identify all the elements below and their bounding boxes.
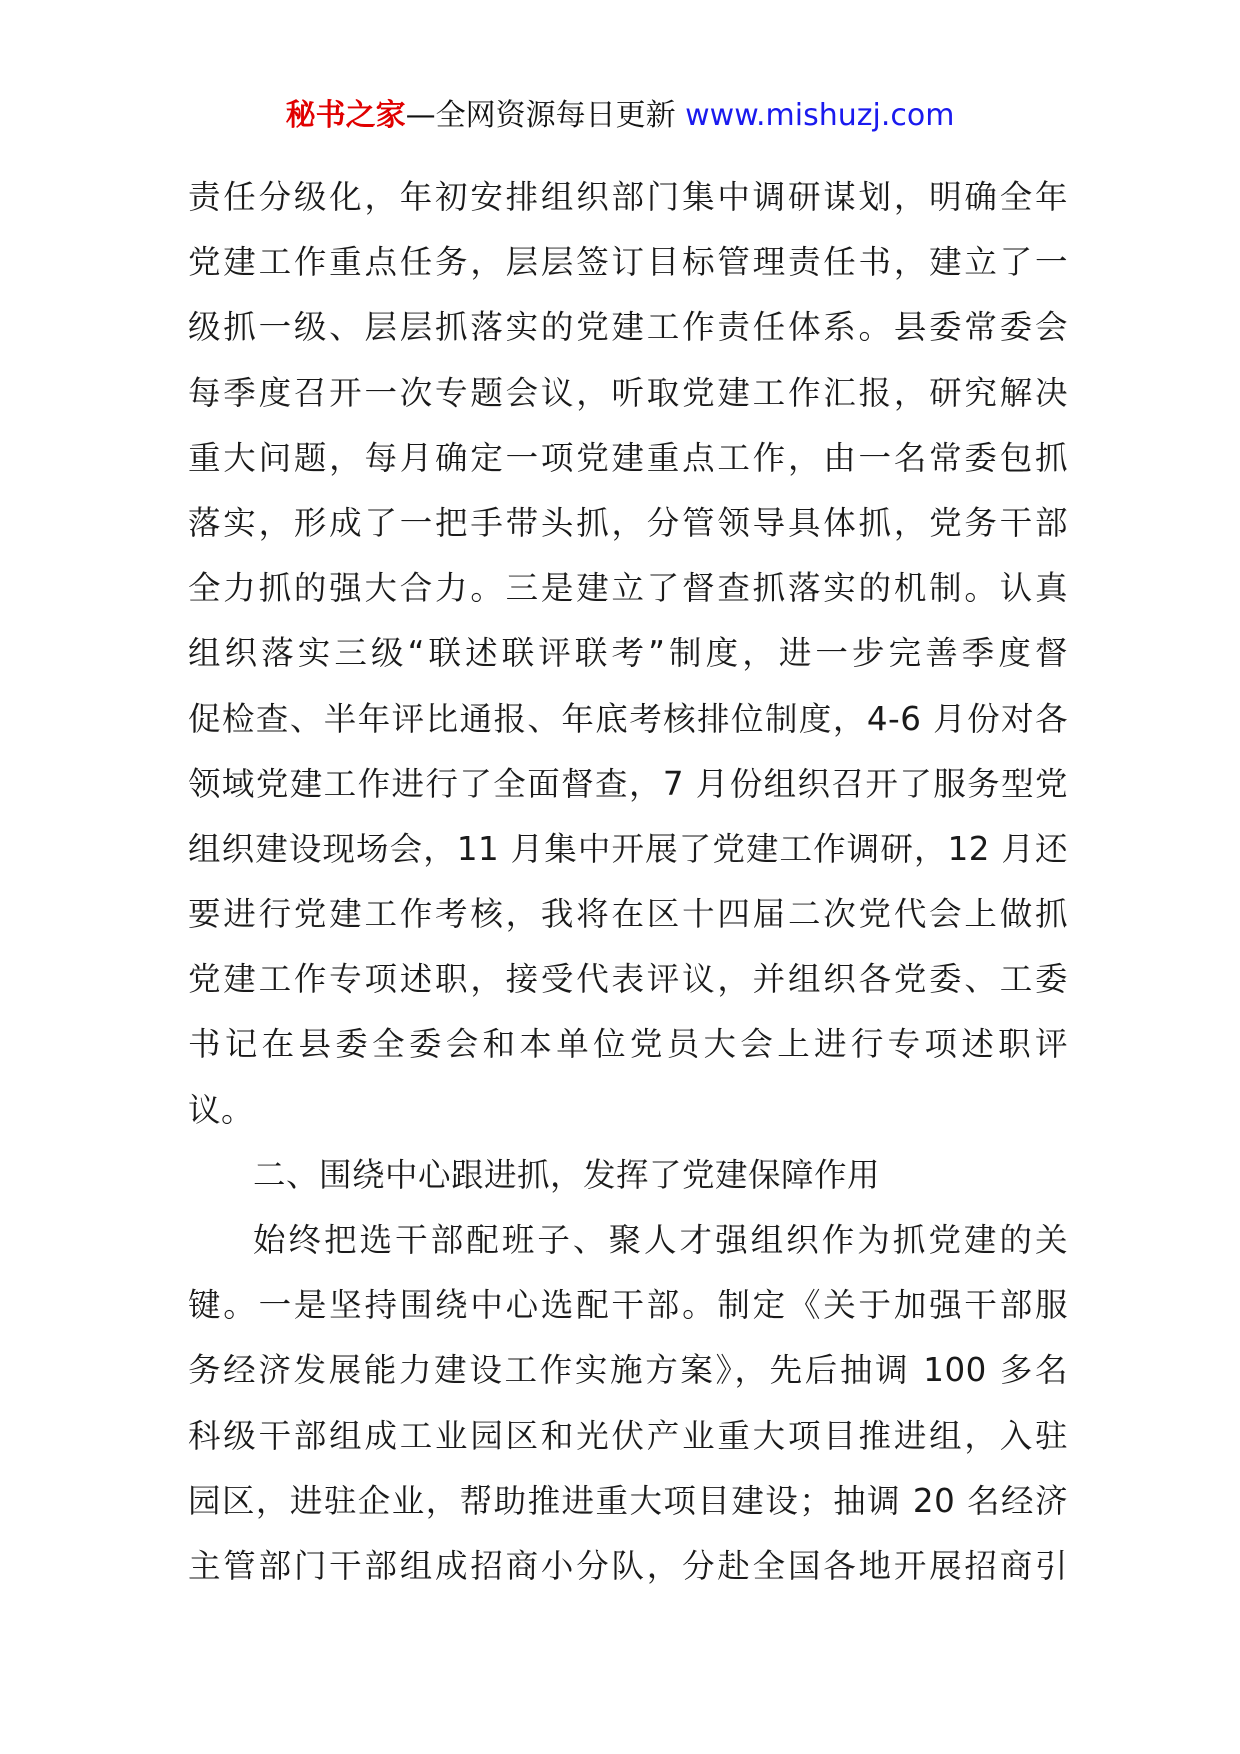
text-line: 级抓一级、层层抓落实的党建工作责任体系。县委常委会: [188, 308, 1068, 347]
header-slogan: —全网资源每日更新: [405, 98, 676, 133]
text-line: 责任分级化，年初安排组织部门集中调研谋划，明确全年: [188, 178, 1068, 216]
text-line: 务经济发展能力建设工作实施方案》，先后抽调 100 多名: [188, 1351, 1068, 1390]
text-line: 促检查、半年评比通报、年底考核排位制度，4-6 月份对各: [188, 699, 1068, 738]
text-line: 议。: [188, 1090, 255, 1129]
text-line: 园区，进驻企业，帮助推进重大项目建设；抽调 20 名经济: [188, 1481, 1068, 1520]
text-line: 重大问题，每月确定一项党建重点工作，由一名常委包抓: [188, 438, 1068, 477]
text-line: 落实，形成了一把手带头抓，分管领导具体抓，党务干部: [188, 503, 1068, 542]
text-line: 要进行党建工作考核，我将在区十四届二次党代会上做抓: [188, 895, 1068, 934]
text-line: 科级干部组成工业园区和光伏产业重大项目推进组，入驻: [188, 1416, 1068, 1455]
text-line: 组织建设现场会，11 月集中开展了党建工作调研，12 月还: [188, 829, 1068, 868]
text-line: 党建工作专项述职，接受代表评议，并组织各党委、工委: [188, 960, 1068, 999]
text-line: 主管部门干部组成招商小分队，分赴全国各地开展招商引: [188, 1546, 1068, 1585]
brand-name: 秘书之家: [285, 98, 406, 133]
text-line: 始终把选干部配班子、聚人才强组织作为抓党建的关: [253, 1221, 1068, 1259]
paragraph-1: [188, 165, 1068, 1143]
text-line: 组织落实三级“联述联评联考”制度，进一步完善季度督: [188, 634, 1068, 673]
page-header: [0, 96, 1240, 136]
text-line: 键。一是坚持围绕中心选配干部。制定《关于加强干部服: [188, 1286, 1068, 1325]
text-line: 每季度召开一次专题会议，听取党建工作汇报，研究解决: [188, 373, 1068, 412]
text-line: 领域党建工作进行了全面督查，7 月份组织召开了服务型党: [188, 764, 1068, 803]
section-heading: 二、围绕中心跟进抓，发挥了党建保障作用: [253, 1155, 881, 1194]
document-body: [188, 165, 1068, 1599]
text-line: 全力抓的强大合力。三是建立了督查抓落实的机制。认真: [188, 569, 1068, 608]
paragraph-2: [188, 1208, 1068, 1599]
text-line: 党建工作重点任务，层层签订目标管理责任书，建立了一: [188, 243, 1068, 282]
header-url[interactable]: www.mishuzj.com: [685, 98, 955, 133]
text-line: 书记在县委全委会和本单位党员大会上进行专项述职评: [188, 1025, 1068, 1064]
